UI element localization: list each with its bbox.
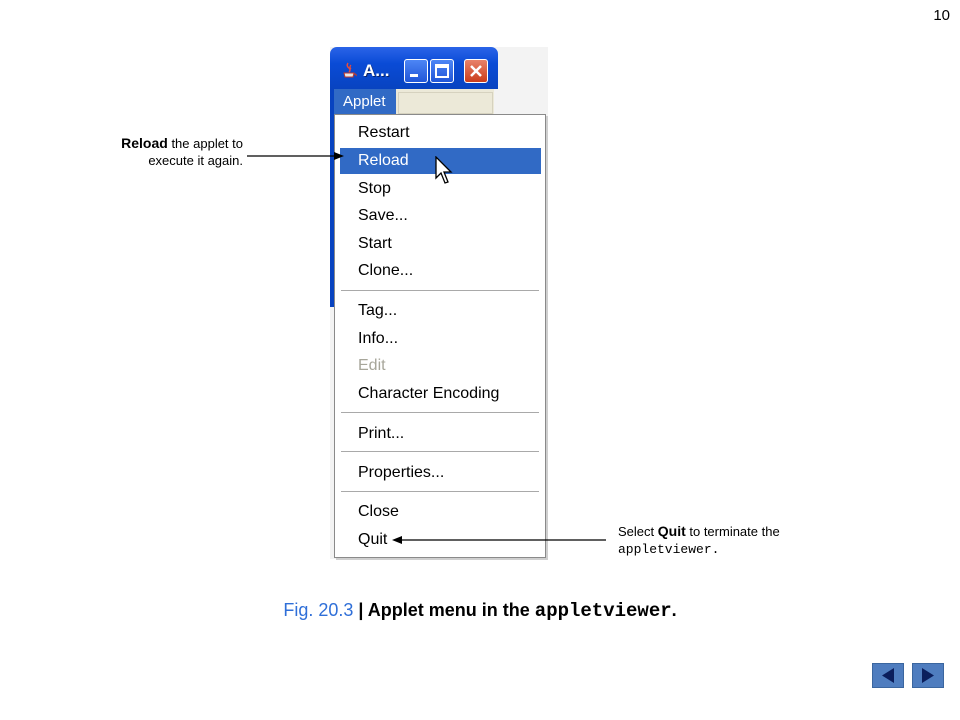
reload-callout <box>98 135 243 169</box>
next-slide-button[interactable] <box>912 663 944 688</box>
menu-item-tag[interactable]: Tag... <box>358 302 398 319</box>
quit-callout-bold: Quit <box>657 523 686 539</box>
figure-caption <box>0 600 960 622</box>
menu-applet[interactable]: Applet <box>334 89 396 115</box>
next-arrow-icon <box>913 664 943 687</box>
quit-callout-post: to terminate the <box>685 524 780 539</box>
menu-item-save[interactable]: Save... <box>358 207 408 224</box>
menu-item-character-encoding[interactable]: Character Encoding <box>358 385 500 402</box>
quit-callout-mono: appletviewer. <box>618 542 720 557</box>
previous-slide-button[interactable] <box>872 663 904 688</box>
menu-item-restart[interactable]: Restart <box>358 124 410 141</box>
menu-item-start[interactable]: Start <box>358 235 392 252</box>
caption-mono: appletviewer <box>534 600 672 622</box>
page-number: 10 <box>933 7 950 24</box>
menu-item-quit[interactable]: Quit <box>358 531 388 548</box>
menu-item-info[interactable]: Info... <box>358 330 399 347</box>
figure-number: Fig. 20.3 <box>283 600 354 620</box>
menu-item-clone[interactable]: Clone... <box>358 262 414 279</box>
quit-callout-pre: Select <box>618 524 658 539</box>
menu-item-reload[interactable]: Reload <box>340 148 541 174</box>
menu-item-stop[interactable]: Stop <box>358 180 391 197</box>
reload-callout-text2: execute it again. <box>148 153 243 168</box>
reload-callout-text: the applet to <box>167 136 243 151</box>
caption-end: . <box>671 600 677 620</box>
menu-item-edit: Edit <box>358 357 386 374</box>
menu-item-close[interactable]: Close <box>358 503 399 520</box>
caption-text: Applet menu in the <box>367 600 535 620</box>
window-title: A... <box>363 61 390 80</box>
menu-item-properties[interactable]: Properties... <box>358 464 445 481</box>
reload-arrowhead <box>334 152 344 160</box>
prev-arrow-icon <box>873 664 903 687</box>
reload-callout-bold: Reload <box>121 135 168 151</box>
caption-separator: | <box>353 600 368 620</box>
quit-callout <box>618 523 818 558</box>
quit-arrowhead <box>392 536 402 544</box>
menu-item-print[interactable]: Print... <box>358 425 405 442</box>
